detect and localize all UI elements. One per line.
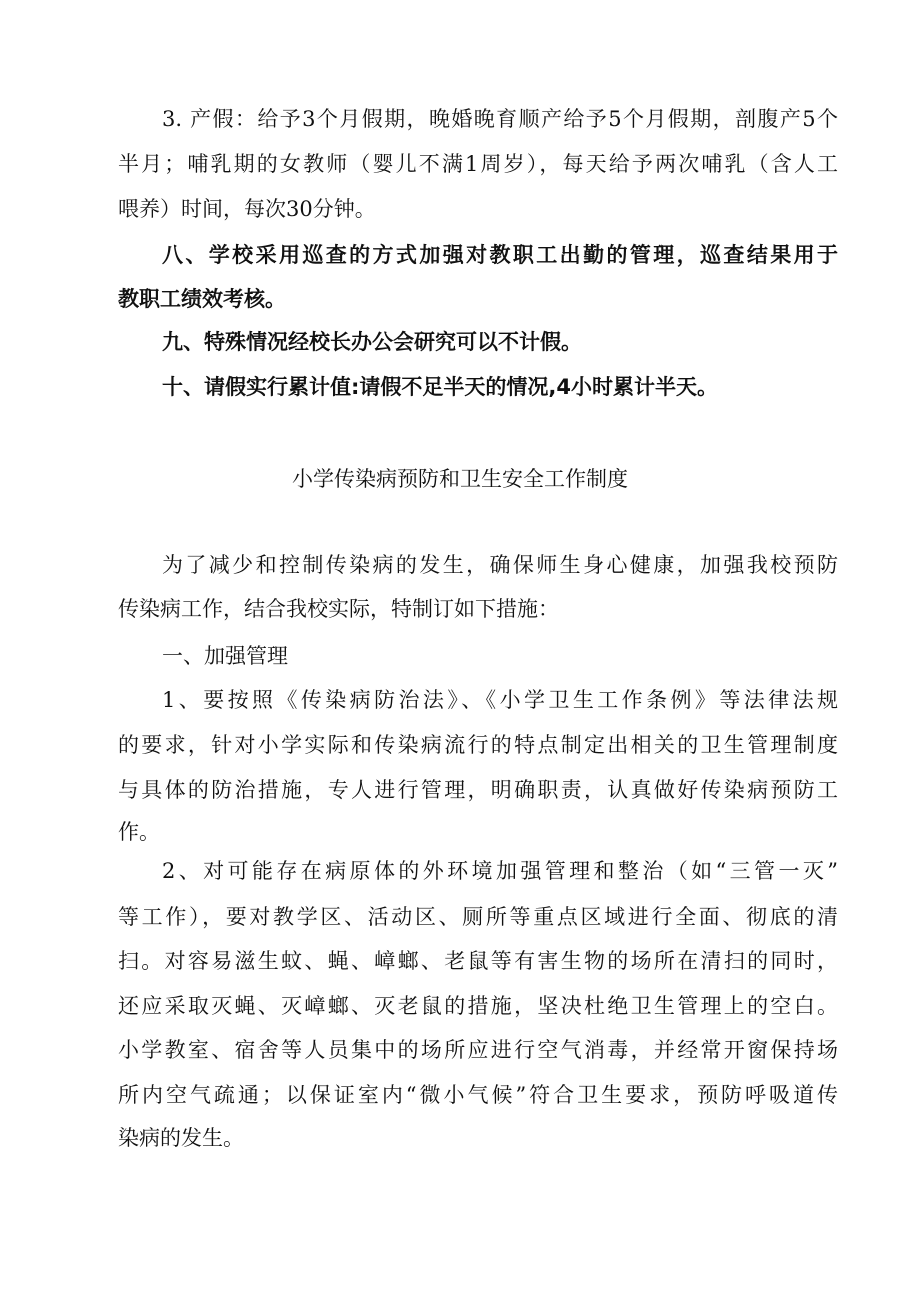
item10-line: 十、请假实行累计值:请假不足半天的情况,4小时累计半天。 bbox=[162, 375, 718, 399]
item3-line-3: 喂养）时间，每次30分钟。 bbox=[118, 197, 376, 221]
item3-line-1: 3. 产假：给予3个月假期，晚婚晚育顺产给予5个月假期，剖腹产5个 bbox=[162, 107, 838, 131]
item8-line-1: 八、学校采用巡查的方式加强对教职工出勤的管理，巡查结果用于 bbox=[162, 243, 838, 267]
p2-line-4: 还应采取灭蝇、灭嶂螂、灭老鼠的措施，坚决杜绝卫生管理上的空白。 bbox=[118, 994, 838, 1018]
intro-line-2: 传染病工作，结合我校实际，特制订如下措施： bbox=[118, 597, 559, 621]
p2-line-6: 所内空气疏通；以保证室内“微小气候”符合卫生要求，预防呼吸道传 bbox=[118, 1083, 838, 1107]
p2-line-1: 2、对可能存在病原体的外环境加强管理和整治（如“三管一灭” bbox=[162, 859, 838, 883]
item3-line-2: 半月；哺乳期的女教师（婴儿不满1周岁），每天给予两次哺乳（含人工 bbox=[118, 152, 838, 176]
item9-line: 九、特殊情况经校长办公会研究可以不计假。 bbox=[162, 330, 582, 354]
p1-line-1: 1、要按照《传染病防治法》、《小学卫生工作条例》等法律法规 bbox=[162, 688, 838, 712]
intro-line-1: 为了减少和控制传染病的发生，确保师生身心健康，加强我校预防 bbox=[162, 553, 838, 577]
item8-line-2: 教职工绩效考核。 bbox=[118, 287, 286, 311]
article-title: 小学传染病预防和卫生安全工作制度 bbox=[292, 467, 628, 491]
p1-line-3: 与具体的防治措施，专人进行管理，明确职责，认真做好传染病预防工 bbox=[118, 778, 838, 802]
p2-line-5: 小学教室、宿舍等人员集中的场所应进行空气消毒，并经常开窗保持场 bbox=[118, 1038, 838, 1062]
p1-line-2: 的要求，针对小学实际和传染病流行的特点制定出相关的卫生管理制度 bbox=[118, 733, 838, 757]
p2-line-2: 等工作），要对教学区、活动区、厕所等重点区域进行全面、彻底的清 bbox=[118, 905, 838, 929]
p2-line-3: 扫。对容易滋生蚊、蝇、嶂螂、老鼠等有害生物的场所在清扫的同时， bbox=[118, 949, 838, 973]
p2-line-7: 染病的发生。 bbox=[118, 1126, 244, 1150]
section-heading-1: 一、加强管理 bbox=[162, 644, 288, 668]
p1-line-4: 作。 bbox=[118, 820, 160, 844]
